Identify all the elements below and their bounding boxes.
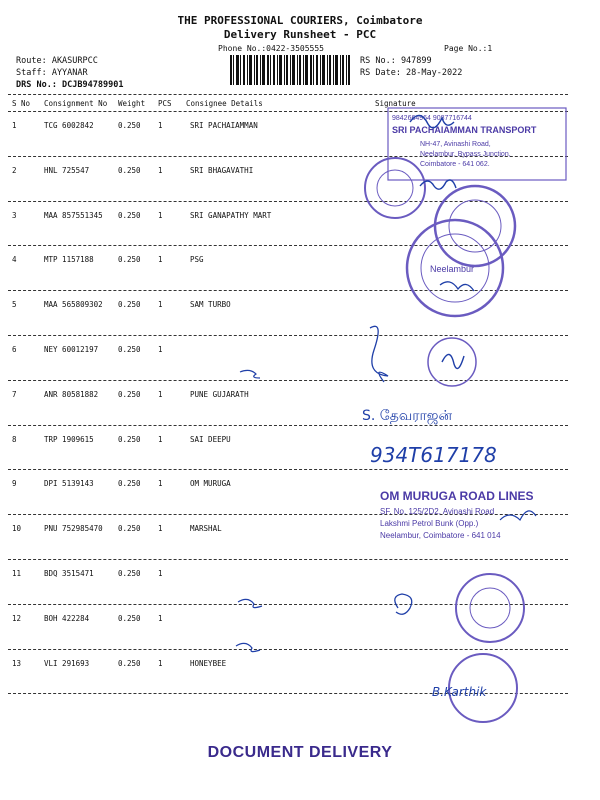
cell-pcs: 1 bbox=[158, 658, 163, 668]
row6-signature-a bbox=[370, 326, 388, 382]
cell-weight: 0.250 bbox=[118, 434, 141, 444]
om-name: OM MURUGA ROAD LINES bbox=[380, 489, 534, 503]
cell-sno: 2 bbox=[12, 165, 17, 175]
cell-sno: 11 bbox=[12, 569, 22, 578]
ganapathy-stamp bbox=[435, 186, 515, 266]
drs-number: DRS No.: DCJB94789901 bbox=[16, 80, 124, 90]
cell-pcs: 1 bbox=[158, 255, 163, 265]
psg-stamp bbox=[407, 220, 503, 316]
transport-name: SRI PACHAIAMMAN TRANSPORT bbox=[392, 125, 537, 135]
cell-consignment: TCG 6002842 bbox=[44, 121, 94, 130]
rs-number: RS No.: 947899 bbox=[360, 56, 432, 66]
cell-consignee: SAM TURBO bbox=[190, 300, 231, 310]
cell-pcs: 1 bbox=[158, 613, 163, 623]
om-muruga-stamp bbox=[380, 489, 536, 540]
row7-signature: S. தேவராஜன் bbox=[362, 408, 453, 424]
cell-pcs: 1 bbox=[158, 300, 163, 310]
cell-consignee: MARSHAL bbox=[190, 524, 222, 534]
staff-label: Staff: AYYANAR bbox=[16, 68, 88, 78]
transport-addr3: Coimbatore - 641 062. bbox=[420, 161, 490, 168]
cell-consignee: SRI GANAPATHY MART bbox=[190, 210, 272, 220]
cell-consignment: BDQ 3515471 bbox=[44, 569, 94, 578]
om-addr2: Lakshmi Petrol Bunk (Opp.) bbox=[380, 519, 479, 528]
cell-consignee: SAI DEEPU bbox=[190, 434, 231, 444]
header-divider-top bbox=[8, 94, 568, 95]
cell-pcs: 1 bbox=[158, 569, 163, 578]
cell-sno: 3 bbox=[12, 210, 17, 220]
cell-pcs: 1 bbox=[158, 479, 163, 489]
cell-consignment: HNL 725547 bbox=[44, 165, 90, 175]
cell-pcs: 1 bbox=[158, 434, 163, 444]
om-addr1: SF. No. 125/2D2, Avinashi Road bbox=[380, 507, 495, 516]
cell-pcs: 1 bbox=[158, 389, 163, 399]
cell-sno: 4 bbox=[12, 255, 17, 265]
cell-pcs: 1 bbox=[158, 165, 163, 175]
psg-stamp-town: Neelambur bbox=[430, 264, 475, 274]
cell-pcs: 1 bbox=[158, 345, 163, 354]
om-addr3: Neelambur, Coimbatore - 641 014 bbox=[380, 531, 501, 540]
cell-consignment: TRP 1909615 bbox=[44, 434, 94, 444]
route-label: Route: AKASURPCC bbox=[16, 56, 98, 66]
cell-consignment: ANR 80581882 bbox=[44, 389, 99, 399]
page-number: Page No.:1 bbox=[444, 44, 493, 53]
col-header-weight: Weight bbox=[118, 99, 146, 108]
cell-pcs: 1 bbox=[158, 524, 163, 534]
cell-weight: 0.250 bbox=[118, 210, 141, 220]
cell-weight: 0.250 bbox=[118, 389, 141, 399]
cell-sno: 8 bbox=[12, 434, 17, 444]
cell-weight: 0.250 bbox=[118, 300, 141, 310]
cell-consignment: MAA 857551345 bbox=[44, 210, 103, 220]
cell-pcs: 1 bbox=[158, 210, 163, 220]
company-title: THE PROFESSIONAL COURIERS, Coimbatore bbox=[177, 14, 423, 27]
phone-number: Phone No.:0422-3505555 bbox=[218, 44, 324, 53]
honeybee-signature: B.Karthik bbox=[432, 685, 487, 699]
cell-weight: 0.250 bbox=[118, 255, 141, 265]
rs-date: RS Date: 28-May-2022 bbox=[360, 68, 463, 78]
cell-sno: 7 bbox=[12, 389, 17, 399]
cell-sno: 5 bbox=[12, 300, 17, 310]
cell-consignment: MAA 565809302 bbox=[44, 300, 103, 310]
barcode bbox=[230, 55, 350, 85]
col-header-consignee: Consignee Details bbox=[186, 99, 263, 108]
cell-sno: 10 bbox=[12, 524, 22, 534]
row11-signature bbox=[395, 594, 412, 614]
cell-weight: 0.250 bbox=[118, 345, 141, 354]
cell-weight: 0.250 bbox=[118, 121, 141, 130]
col-header-pcs: PCS bbox=[158, 99, 172, 108]
cell-weight: 0.250 bbox=[118, 569, 141, 578]
transport-phone: 9842664964 9087716744 bbox=[392, 115, 472, 122]
row8-signature: 934T617178 bbox=[370, 443, 497, 467]
transport-stamp bbox=[388, 108, 566, 180]
col-header-signature: Signature bbox=[375, 99, 416, 108]
cell-sno: 13 bbox=[12, 658, 22, 668]
cell-consignee: HONEYBEE bbox=[190, 658, 227, 668]
cell-sno: 6 bbox=[12, 345, 17, 354]
cell-weight: 0.250 bbox=[118, 613, 141, 623]
cell-consignee: SRI BHAGAVATHI bbox=[190, 165, 254, 175]
cell-weight: 0.250 bbox=[118, 524, 141, 534]
cell-consignment: BOH 422284 bbox=[44, 613, 90, 623]
cell-consignment: PNU 752985470 bbox=[44, 524, 103, 534]
cell-consignment: NEY 60012197 bbox=[44, 345, 99, 354]
document-delivery-label: DOCUMENT DELIVERY bbox=[207, 744, 393, 761]
row11-stamp bbox=[456, 574, 524, 642]
cell-consignment: MTP 1157188 bbox=[44, 255, 94, 265]
row6-stamp bbox=[428, 338, 476, 386]
row6-signature-b bbox=[442, 354, 464, 368]
cell-consignment: VLI 291693 bbox=[44, 658, 90, 668]
cell-consignee: OM MURUGA bbox=[190, 479, 231, 489]
cell-sno: 12 bbox=[12, 613, 22, 623]
cell-pcs: 1 bbox=[158, 121, 163, 130]
cell-weight: 0.250 bbox=[118, 479, 141, 489]
consignee-scribbles bbox=[230, 360, 330, 660]
cell-sno: 1 bbox=[12, 121, 17, 130]
cell-weight: 0.250 bbox=[118, 658, 141, 668]
transport-addr2: Neelambur, Bypass Junction, bbox=[420, 151, 511, 158]
cell-consignee: PUNE GUJARATH bbox=[190, 389, 249, 399]
cell-consignee: PSG bbox=[190, 255, 204, 265]
cell-weight: 0.250 bbox=[118, 165, 141, 175]
transport-addr1: NH-47, Avinashi Road, bbox=[420, 141, 491, 148]
runsheet-subtitle: Delivery Runsheet - PCC bbox=[223, 28, 377, 41]
cell-consignment: DPI 5139143 bbox=[44, 479, 94, 489]
col-header-sno: S No bbox=[12, 99, 31, 108]
cell-consignee: SRI PACHAIAMMAN bbox=[190, 121, 258, 130]
signature-column-art bbox=[340, 100, 600, 730]
col-header-consignment: Consignment No bbox=[44, 99, 108, 108]
cell-sno: 9 bbox=[12, 479, 17, 489]
